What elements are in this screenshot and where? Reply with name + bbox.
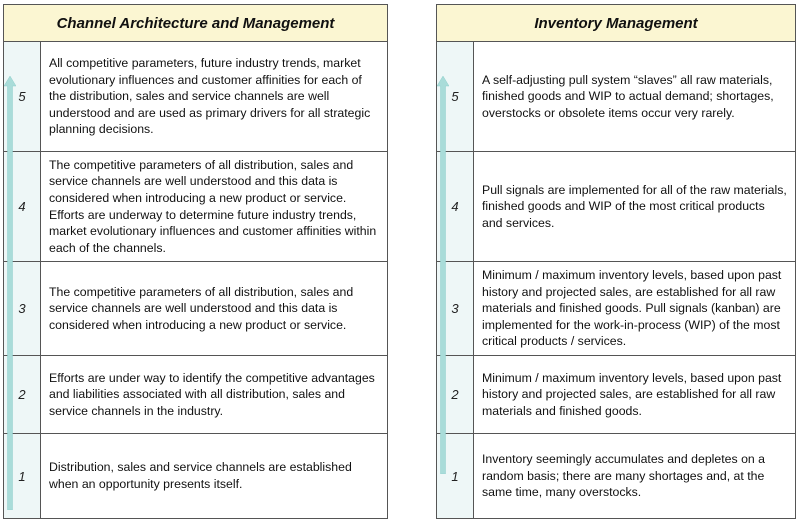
level-description: Inventory seemingly accumulates and depletes on a random basis; there are many shortages and, at the same time, many overstocks. [482, 452, 765, 500]
level-description: Minimum / maximum inventory levels, based upon past history and projected sales, are established for all raw materials and finished goods. Pull signals (kanban) are implemented for the work-in-process (WIP) of the most critical products / services. [482, 268, 782, 349]
level-number: 5 [4, 42, 41, 151]
level-description: Distribution, sales and service channels are established when an opportunity presents itself. [49, 460, 352, 491]
level-number: 2 [437, 356, 474, 433]
level-row [437, 434, 795, 518]
level-description: A self-adjusting pull system “slaves” all raw materials, finished goods and WIP to actual demand; shortages, overstocks or obsolete items occur very rarely. [482, 72, 774, 120]
level-row [4, 152, 387, 262]
level-row [4, 262, 387, 356]
level-row [437, 356, 795, 434]
panel-title: Channel Architecture and Management [4, 5, 387, 42]
level-row [4, 434, 387, 518]
inventory-management-panel [436, 4, 796, 519]
level-description: Efforts are under way to identify the competitive advantages and liabilities associated with all distribution, sales and service channels in the industry. [49, 370, 375, 418]
level-row [4, 356, 387, 434]
level-number: 4 [437, 152, 474, 261]
level-number: 3 [4, 262, 41, 355]
level-row [437, 262, 795, 356]
level-number: 4 [4, 152, 41, 261]
level-description: The competitive parameters of all distribution, sales and service channels are well understood and this data is considered when introducing a new product or service. [49, 284, 354, 332]
level-number: 2 [4, 356, 41, 433]
level-description: Pull signals are implemented for all of the raw materials, finished goods and WIP of the most critical products and services. [482, 182, 787, 230]
channel-architecture-panel [3, 4, 388, 519]
level-row [437, 152, 795, 262]
level-description: The competitive parameters of all distribution, sales and service channels are well understood and this data is considered when introducing a new product or service. Efforts are underway to determine future industry trends, market evolutionary influences and customer affinities within each of the channels. [49, 157, 377, 255]
level-row [4, 42, 387, 152]
level-description: All competitive parameters, future industry trends, market evolutionary influences and customer affinities for each of the distribution, sales and service channels are well understood and are used as primary drivers for all strategic planning decisions. [49, 56, 371, 137]
panel-title: Inventory Management [437, 5, 795, 42]
level-row [437, 42, 795, 152]
level-number: 3 [437, 262, 474, 355]
level-number: 1 [4, 434, 41, 518]
level-number: 1 [437, 434, 474, 518]
level-description: Minimum / maximum inventory levels, based upon past history and projected sales, are established for all raw materials and finished goods. [482, 370, 782, 418]
level-number: 5 [437, 42, 474, 151]
